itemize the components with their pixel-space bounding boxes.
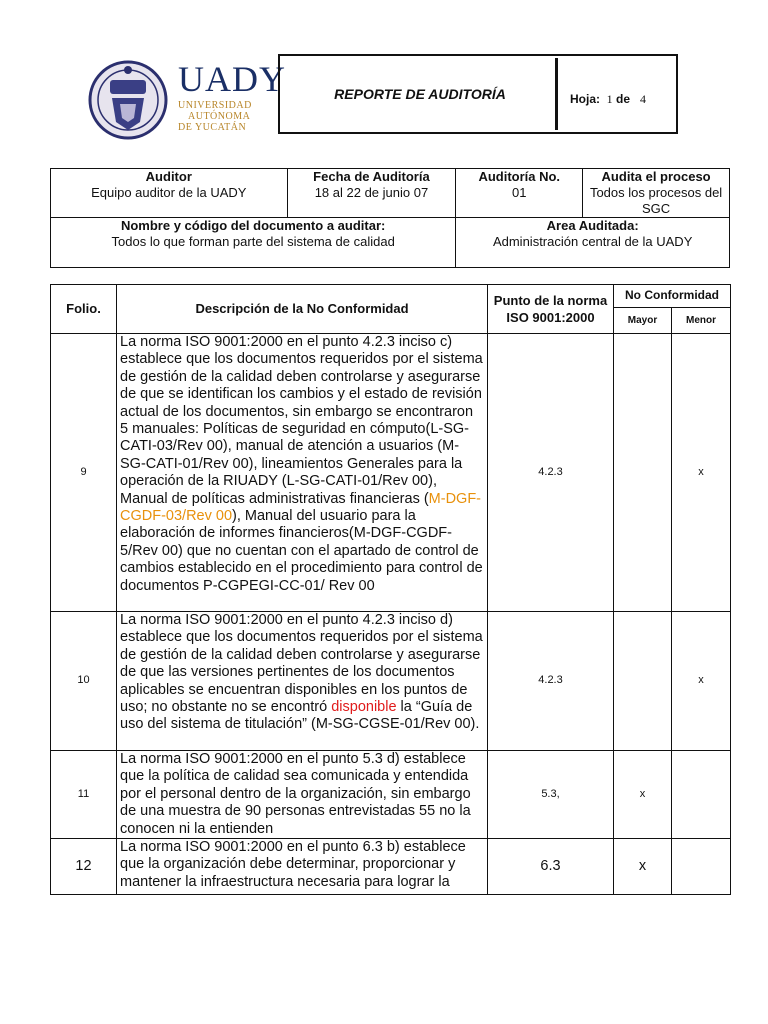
logo-wordmark: UADY [178, 59, 286, 99]
punto-cell: 6.3 [488, 839, 614, 895]
fecha-cell: Fecha de Auditoría 18 al 22 de junio 07 [287, 169, 456, 218]
proceso-cell: Audita el proceso Todos los procesos del SGC [583, 169, 730, 218]
university-seal-icon [86, 56, 170, 140]
menor-cell [672, 839, 731, 895]
uady-logo [86, 56, 286, 142]
area-cell: Area Auditada: Administración central de la UADY [456, 218, 730, 268]
page-total: 4 [640, 92, 647, 106]
punto-cell: 4.2.3 [488, 612, 614, 751]
col-menor: Menor [672, 308, 731, 334]
auditor-cell: Auditor Equipo auditor de la UADY [51, 169, 288, 218]
menor-cell [672, 751, 731, 839]
mayor-cell [614, 612, 672, 751]
mayor-cell [614, 334, 672, 612]
table-row [51, 751, 731, 839]
menor-cell: x [672, 334, 731, 612]
col-no-conformidad: No Conformidad [614, 285, 731, 308]
mayor-cell: x [614, 751, 672, 839]
folio-cell: 11 [51, 751, 117, 839]
table-row [51, 612, 731, 751]
mayor-cell: x [614, 839, 672, 895]
logo-subtitle: UNIVERSIDAD AUTÓNOMA DE YUCATÁN [178, 100, 252, 133]
page-number: 1 [606, 92, 613, 106]
folio-cell: 12 [51, 839, 117, 895]
description-cell: La norma ISO 9001:2000 en el punto 4.2.3 inciso d) establece que los documentos requeridos por el sistema de gestión de la calidad deben controlarse y asegurarse de que las versiones pertinentes de los documentos aplicables se encuentran disponibles en los puntos de uso; no obstante no se encontró disponible la “Guía de uso del sistema de titulación” (M-SG-CGSE-01/Rev 00). [117, 612, 488, 751]
punto-cell: 5.3, [488, 751, 614, 839]
audit-info-table [50, 168, 730, 268]
highlighted-code: M-DGF-CGDF-03/Rev 00 [120, 490, 482, 525]
table-row [51, 839, 731, 895]
nonconformity-table [50, 284, 731, 895]
page-indicator: Hoja: 1 de 4 [570, 92, 647, 106]
col-punto-norma: Punto de la norma ISO 9001:2000 [488, 285, 614, 334]
punto-cell: 4.2.3 [488, 334, 614, 612]
highlighted-word: disponible [331, 699, 397, 716]
folio-cell: 10 [51, 612, 117, 751]
table-row [51, 334, 731, 612]
description-cell: La norma ISO 9001:2000 en el punto 5.3 d) establece que la política de calidad sea comunicada y entendida por el personal dentro de la organización, sin embargo de una muestra de 90 personas entrevistadas 55 no la conocen ni la entienden [117, 751, 488, 839]
col-folio: Folio. [51, 285, 117, 334]
menor-cell: x [672, 612, 731, 751]
documento-cell: Nombre y código del documento a auditar: Todos lo que forman parte del sistema de calidad [51, 218, 456, 268]
report-title: REPORTE DE AUDITORÍA [334, 86, 506, 102]
numero-cell: Auditoría No. 01 [456, 169, 583, 218]
description-cell: La norma ISO 9001:2000 en el punto 4.2.3 inciso c) establece que los documentos requeridos por el sistema de gestión de la calidad deben controlarse y asegurarse de que se identifican los cambios y el estado de revisión actual de los documentos, sin embargo se encontraron 5 manuales: Políticas de seguridad en cómputo(L-SG-CATI-03/Rev 00), manual de atención a usuarios (M-SG-CATI-01/Rev 00), lineamientos Generales para la operación de la RIUADY (L-SG-CATI-01/Rev 00), Manual de políticas administrativas financieras (M-DGF-CGDF-03/Rev 00), Manual del usuario para la elaboración de informes financieros(M-DGF-CGDF-5/Rev 00) que no cuentan con el apartado de control de cambios establecido en el procedimiento para control de documentos P-CGPEGI-CC-01/ Rev 00 [117, 334, 488, 612]
col-descripcion: Descripción de la No Conformidad [117, 285, 488, 334]
col-mayor: Mayor [614, 308, 672, 334]
folio-cell: 9 [51, 334, 117, 612]
description-cell: La norma ISO 9001:2000 en el punto 6.3 b) establece que la organización debe determinar, proporcionar y mantener la infraestructura necesaria para lograr la [117, 839, 488, 895]
